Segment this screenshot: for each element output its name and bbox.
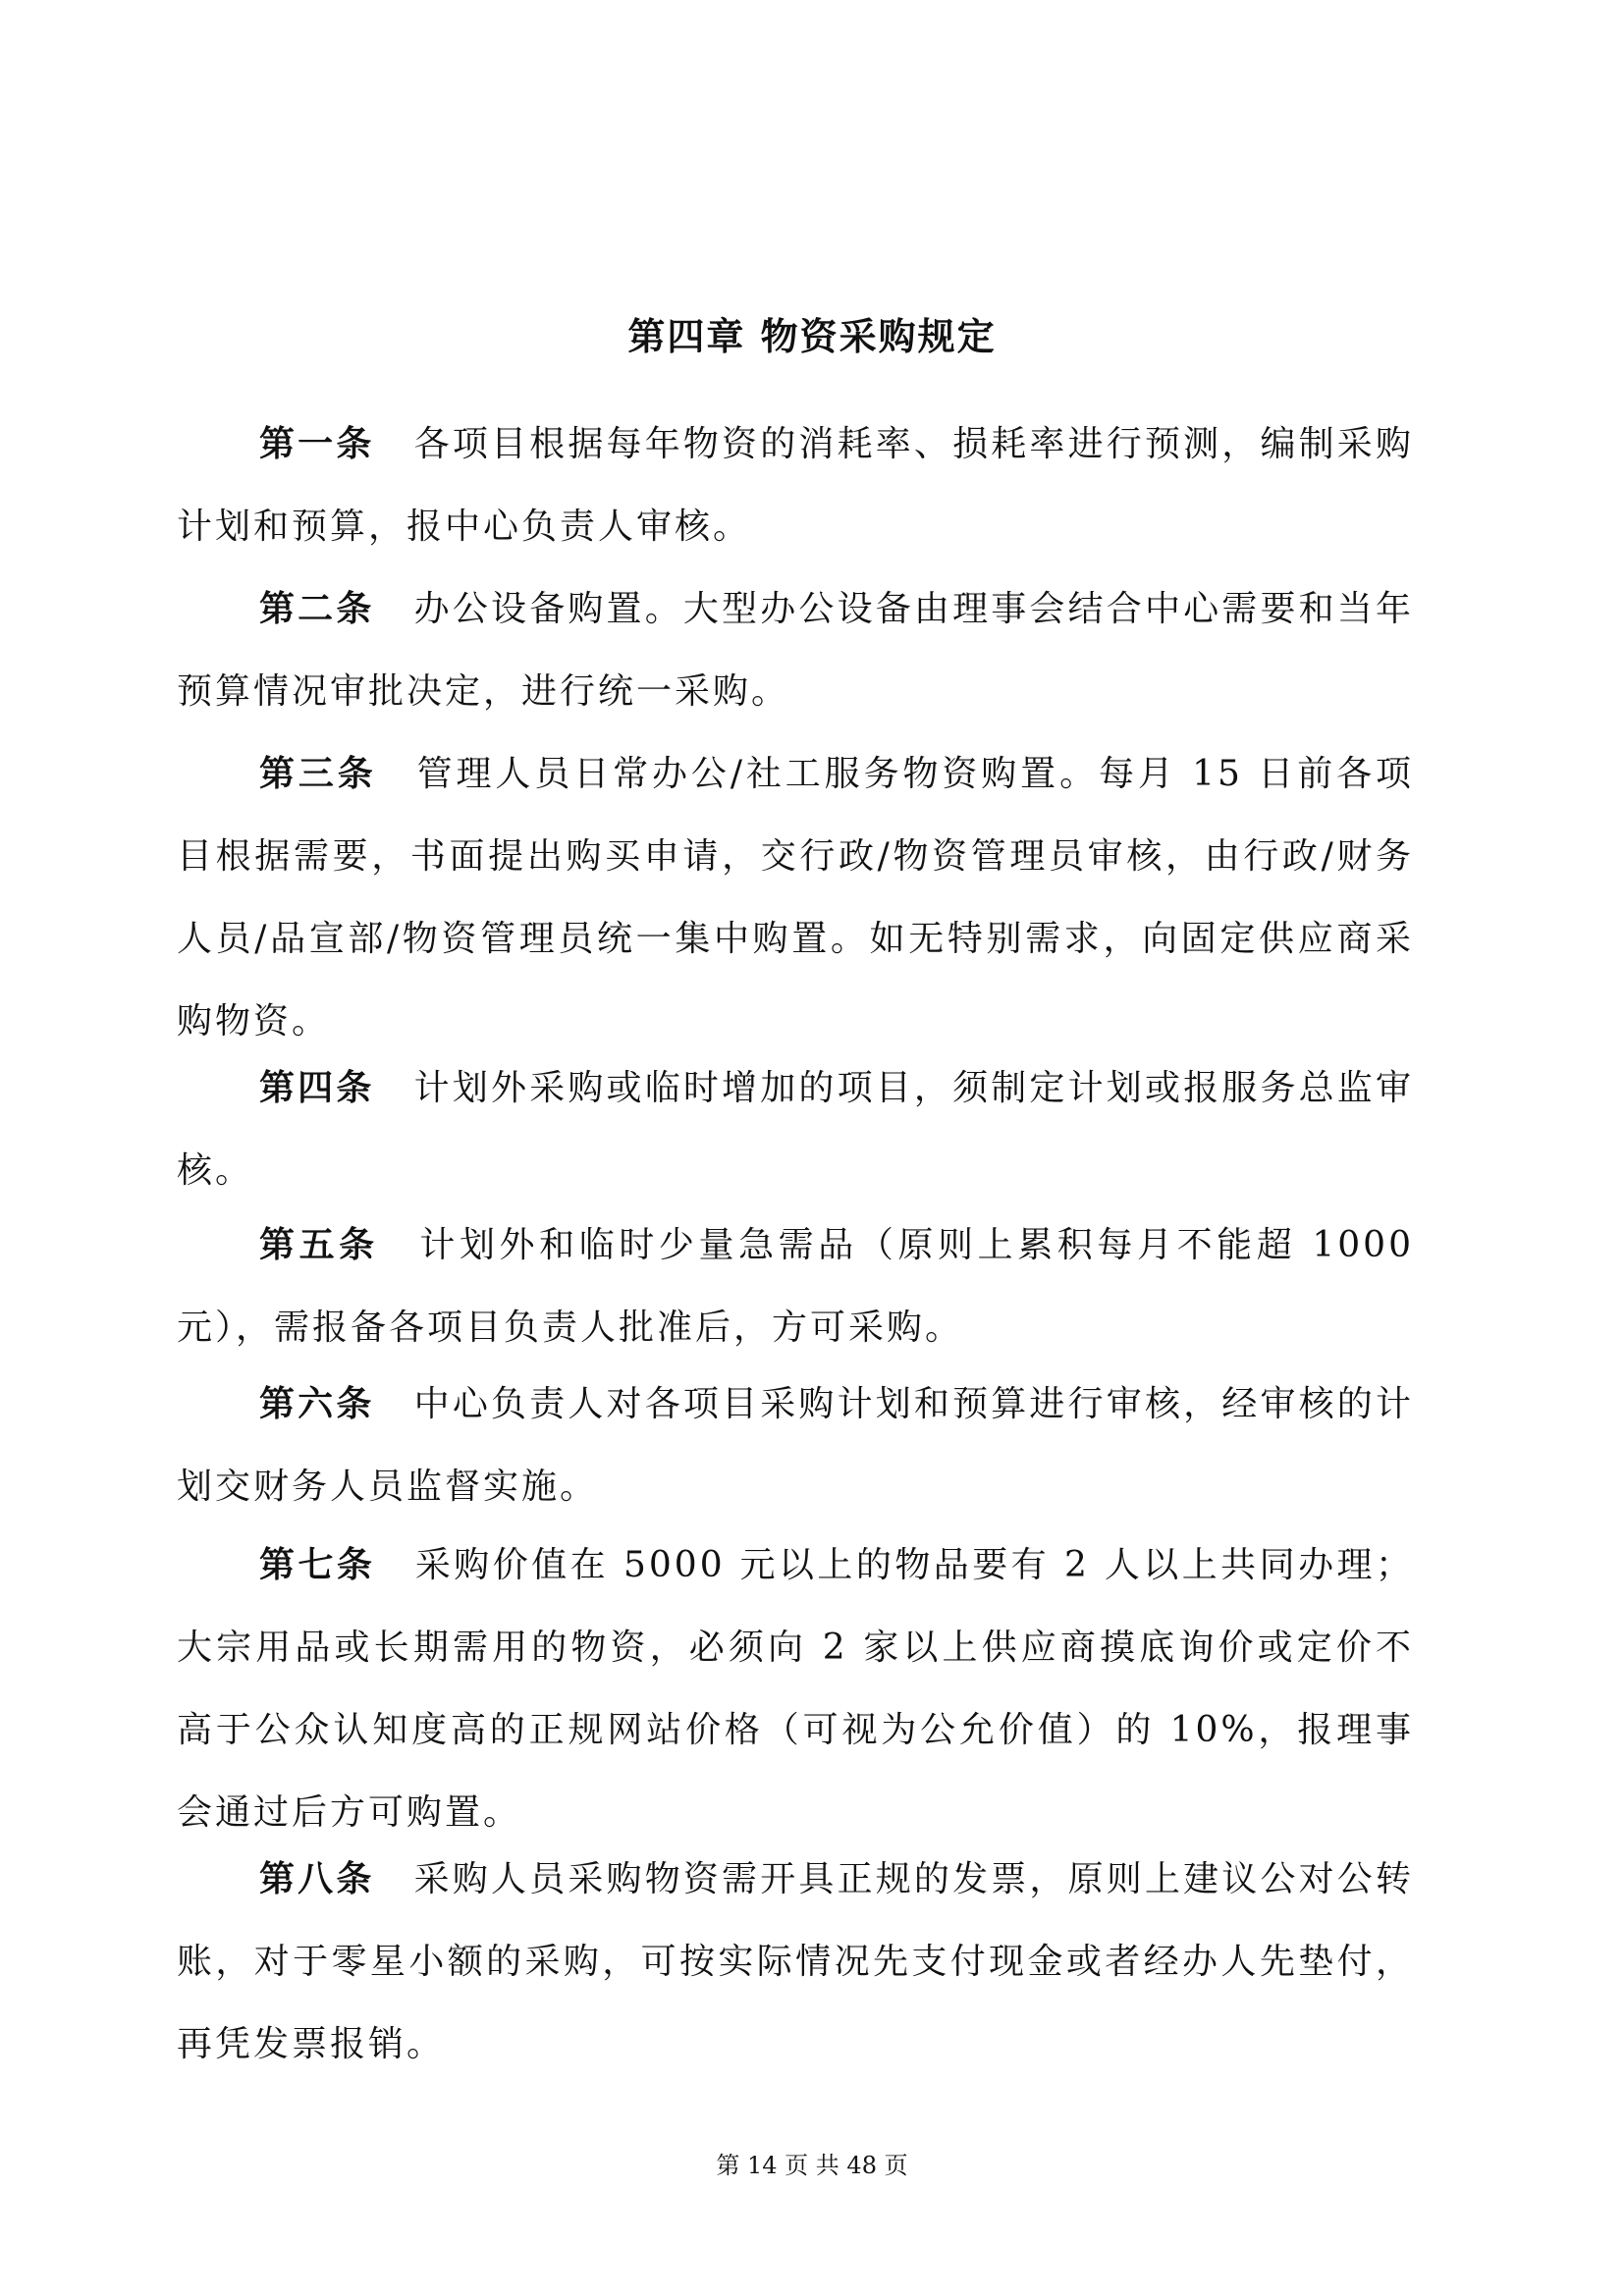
article-label: 第三条 <box>259 753 377 794</box>
article-label: 第六条 <box>259 1383 375 1424</box>
page-number-footer: 第 14 页 共 48 页 <box>716 2152 908 2179</box>
article-8 <box>177 1838 1414 2086</box>
article-6 <box>177 1362 1414 1528</box>
article-3 <box>177 732 1414 1063</box>
article-text: 计划外和临时少量急需品（原则上累积每月不能超 1000 元），需报备各项目负责人批准后，方可采购。 <box>177 1225 1414 1348</box>
article-text: 采购人员采购物资需开具正规的发票，原则上建议公对公转账，对于零星小额的采购，可按实际情况先支付现金或者经办人先垫付，再凭发票报销。 <box>177 1859 1414 2064</box>
article-4 <box>177 1046 1414 1212</box>
article-label: 第五条 <box>259 1224 379 1265</box>
article-text: 管理人员日常办公/社工服务物资购置。每月 15 日前各项目根据需要，书面提出购买申请，交行政/物资管理员审核，由行政/财务人员/品宣部/物资管理员统一集中购置。如无特别需求，向固定供应商采购物资。 <box>177 754 1414 1041</box>
article-text: 办公设备购置。大型办公设备由理事会结合中心需要和当年预算情况审批决定，进行统一采购。 <box>177 589 1414 712</box>
article-text: 计划外采购或临时增加的项目，须制定计划或报服务总监审核。 <box>177 1068 1414 1191</box>
article-text: 采购价值在 5000 元以上的物品要有 2 人以上共同办理；大宗用品或长期需用的物资，必须向 2 家以上供应商摸底询价或定价不高于公众认知度高的正规网站价格（可视为公允价值）的 10%，报理事会通过后方可购置。 <box>177 1545 1414 1833</box>
article-text: 中心负责人对各项目采购计划和预算进行审核，经审核的计划交财务人员监督实施。 <box>177 1384 1414 1507</box>
article-1 <box>177 402 1414 568</box>
chapter-title: 第四章 物资采购规定 <box>627 314 997 358</box>
article-label: 第一条 <box>259 423 375 464</box>
article-text: 各项目根据每年物资的消耗率、损耗率进行预测，编制采购计划和预算，报中心负责人审核。 <box>177 424 1414 547</box>
article-5 <box>177 1203 1414 1369</box>
article-label: 第四条 <box>259 1067 375 1108</box>
article-7 <box>177 1523 1414 1854</box>
article-label: 第二条 <box>259 588 375 629</box>
article-label: 第七条 <box>259 1544 376 1585</box>
article-2 <box>177 567 1414 733</box>
article-label: 第八条 <box>259 1858 375 1899</box>
